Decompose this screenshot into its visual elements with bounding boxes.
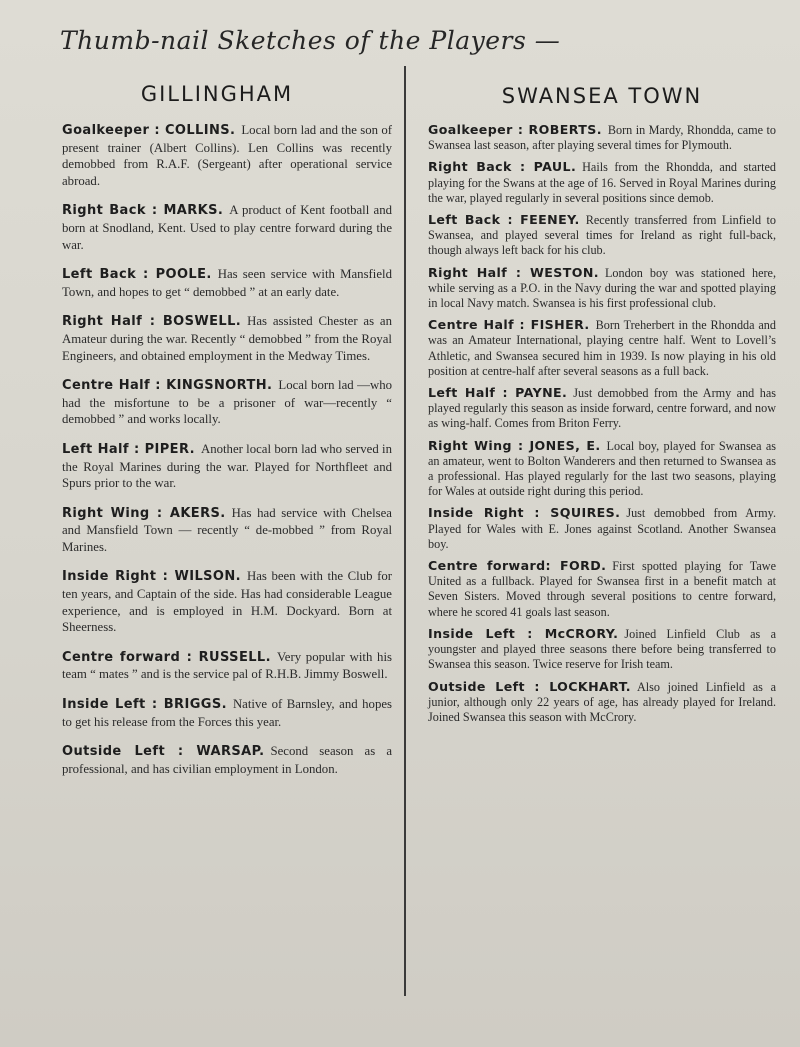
player-position: Right Back : MARKS.: [62, 203, 224, 219]
player-position: Right Back : PAUL.: [428, 159, 577, 175]
player-description: Another local born lad who served in the Royal Marines during the war. Played for Northfleet and Spurs prior to the war.: [62, 441, 392, 491]
player-entry: [62, 696, 392, 730]
swansea-column: [428, 84, 776, 731]
player-position: Inside Right : SQUIRES.: [428, 505, 621, 521]
player-description: Hails from the Rhondda, and started playing for the Swans at the age of 16. Served in Royal Marines during the war, played regularly in several positions since demob.: [428, 160, 776, 205]
player-description: Local born lad —who had the misfortune to be a prisoner of war—recently “ demobbed ” and works locally.: [62, 378, 392, 427]
player-position: Right Half : WESTON.: [428, 264, 599, 280]
player-entry: [62, 568, 392, 635]
player-description: Local born lad and the son of present trainer (Albert Collins). Len Collins was recently demobbed from R.A.F. (Sergeant) after operational service abroad.: [62, 123, 393, 188]
player-position: Goalkeeper : COLLINS.: [62, 123, 236, 138]
player-description: Recently transferred from Linfield to Swansea, and played several times for Ireland as right full-back, though always left back for his club.: [428, 213, 776, 258]
player-entry: [62, 743, 392, 777]
team-name-gillingham: GILLINGHAM: [140, 82, 294, 106]
player-description: Has assisted Chester as an Amateur during the war. Recently “ demobbed ” from the Royal Engineers, and obtained employment in the Medway Times.: [62, 314, 392, 363]
player-position: Inside Right : WILSON.: [62, 569, 241, 585]
player-entry: [428, 159, 776, 206]
player-position: Centre forward: FORD.: [428, 558, 607, 574]
player-entry: [428, 626, 776, 673]
player-position: Centre Half : FISHER.: [428, 317, 590, 333]
player-position: Left Back : FEENEY.: [428, 212, 580, 228]
player-description: Just demobbed from Army. Played for Wales with E. Jones against Scotland. Another Swansea boy.: [428, 506, 776, 551]
player-description: First spotted playing for Tawe United as a fullback. Played for Swansea first in a benefit match at Seven Sisters. Moved through several positions to centre forward, where he scored 41 goals last season.: [428, 559, 776, 619]
player-description: Has been with the Club for ten years, and Captain of the side. Has had considerable League experience, and is employed in H.M. Dockyard. Born at Sheerness.: [62, 569, 392, 635]
player-position: Inside Left : McCRORY.: [428, 625, 619, 641]
player-description: Just demobbed from the Army and has played regularly this season as inside forward, centre forward, and now as wing-half. Comes from Briton Ferry.: [428, 386, 776, 431]
player-entry: [62, 505, 392, 556]
player-position: Right Half : BOSWELL.: [62, 314, 242, 330]
player-position: Centre Half : KINGSNORTH.: [62, 378, 273, 394]
player-position: Goalkeeper : ROBERTS.: [428, 122, 602, 137]
player-entry: [428, 558, 776, 620]
column-divider: [404, 66, 406, 996]
player-description: Native of Barnsley, and hopes to get his release from the Forces this year.: [62, 697, 392, 729]
team-name-swansea: SWANSEA TOWN: [501, 84, 703, 108]
player-entry: [62, 313, 392, 364]
player-position: Left Back : POOLE.: [62, 267, 212, 283]
player-entry: [62, 122, 392, 189]
player-entry: [62, 266, 392, 300]
player-entry: [428, 505, 776, 552]
player-description: London boy was stationed here, while serving as a P.O. in the Navy during the war and spotted playing in local Navy match. Swansea is his first professional club.: [428, 265, 777, 311]
player-position: Right Wing : JONES, E.: [428, 437, 601, 453]
player-position: Left Half : PIPER.: [62, 441, 195, 457]
player-entry: [428, 317, 776, 379]
page-title: Thumb-nail Sketches of the Players —: [60, 26, 561, 55]
player-entry: [62, 649, 392, 683]
player-description: Has seen service with Mansfield Town, and hopes to get “ demobbed ” at an early date.: [62, 267, 392, 299]
player-entry: [428, 679, 776, 726]
player-description: Born Treherbert in the Rhondda and was an Amateur International, playing centre half. Went to Lovell’s Athletic, and Swansea secured him in 1939. Is now playing in his old position at centre-half after several seasons as a full back.: [428, 318, 776, 378]
player-description: A product of Kent football and born at Snodland, Kent. Used to play centre forward during the war.: [62, 203, 392, 252]
player-description: Has had service with Chelsea and Mansfield Town — recently “ de-mobbed ” from Royal Marines.: [62, 505, 392, 554]
player-entry: [62, 377, 392, 428]
player-description: Also joined Linfield as a junior, although only 22 years of age, has already played for Ireland. Joined Swansea this season with McCrory.: [428, 679, 777, 724]
player-entry: [428, 265, 776, 312]
player-position: Right Wing : AKERS.: [62, 505, 226, 521]
player-position: Outside Left : WARSAP.: [62, 744, 265, 760]
player-position: Inside Left : BRIGGS.: [62, 697, 227, 713]
player-position: Outside Left : LOCKHART.: [428, 678, 631, 694]
player-entry: [62, 202, 392, 253]
player-entry: [428, 438, 776, 500]
player-position: Left Half : PAYNE.: [428, 385, 568, 401]
player-description: Very popular with his team “ mates ” and is the service pal of R.H.B. Jimmy Boswell.: [62, 649, 392, 682]
player-entry: [62, 441, 392, 492]
player-entry: [428, 385, 776, 432]
player-description: Local boy, played for Swansea as an amateur, went to Bolton Wanderers and then returned to Swansea as a professional. Has played regularly for the last two seasons, playing for Wales at outside right during this period.: [428, 438, 776, 499]
player-entry: [428, 212, 776, 259]
player-description: Joined Linfield Club as a youngster and played three seasons there before being transferred to Swansea this season. Twice reserve for Irish team.: [428, 626, 777, 672]
player-description: Born in Mardy, Rhondda, came to Swansea last season, after playing several times for Plymouth.: [428, 123, 776, 153]
player-entry: [428, 122, 776, 153]
player-description: Second season as a professional, and has civilian employment in London.: [62, 744, 392, 776]
player-position: Centre forward : RUSSELL.: [62, 649, 271, 665]
gillingham-column: [62, 82, 392, 790]
